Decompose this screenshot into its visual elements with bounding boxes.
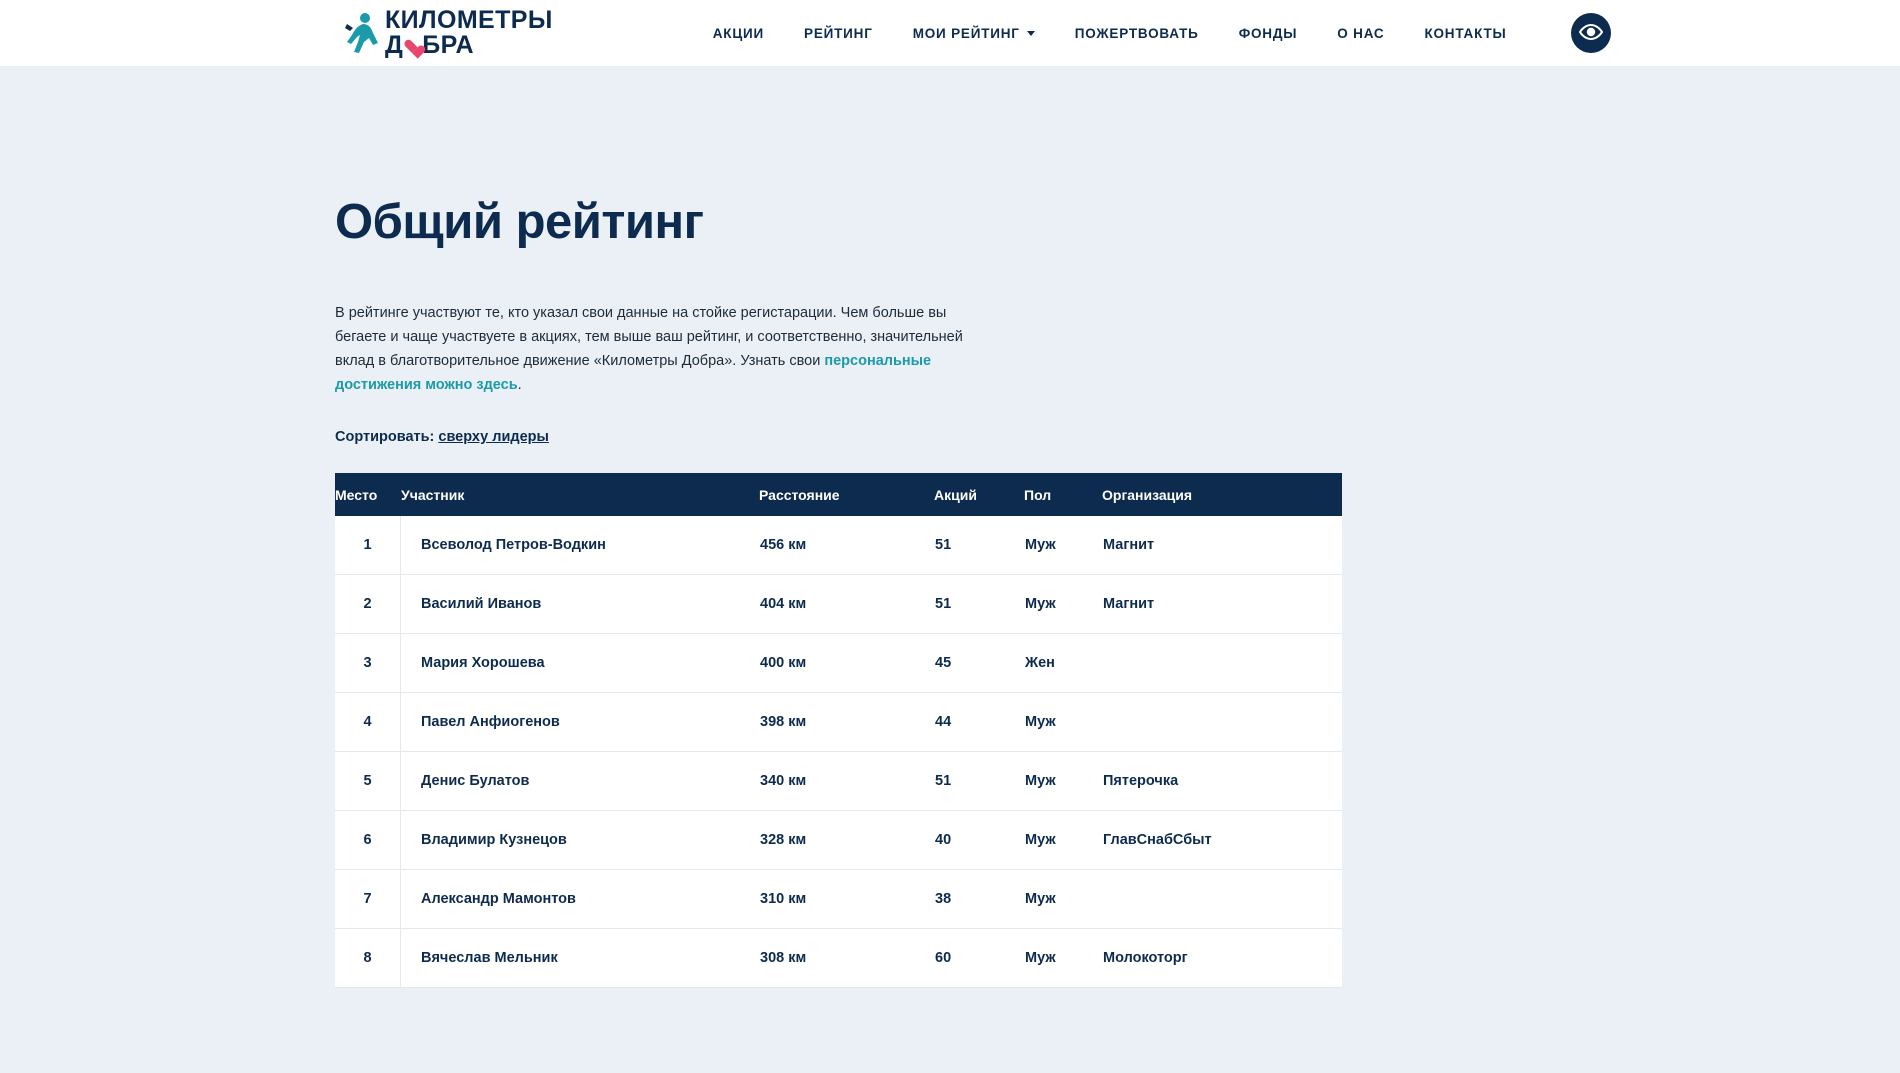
cell-place: 8 [335, 929, 401, 988]
table-row[interactable] [335, 929, 1342, 988]
column-header-participant: Участник [401, 473, 759, 516]
nav-item-reiting[interactable]: РЕЙТИНГ [804, 25, 873, 41]
cell-organization: ГлавСнабСбыт [1102, 811, 1342, 870]
accessibility-eye-button[interactable] [1571, 13, 1611, 53]
rating-table [335, 473, 1342, 988]
main-navigation [693, 16, 1527, 51]
cell-gender: Муж [1024, 811, 1102, 870]
content-container [330, 66, 1570, 988]
cell-actions: 38 [934, 870, 1024, 929]
cell-participant: Александр Мамонтов [401, 870, 759, 929]
column-header-place: Место [335, 473, 401, 516]
cell-distance: 400 км [759, 634, 934, 693]
cell-organization [1102, 634, 1342, 693]
cell-participant: Мария Хорошева [401, 634, 759, 693]
cell-place: 4 [335, 693, 401, 752]
column-header-organization: Организация [1102, 473, 1342, 516]
cell-gender: Муж [1024, 929, 1102, 988]
cell-distance: 328 км [759, 811, 934, 870]
rating-table-body [335, 516, 1342, 988]
cell-organization [1102, 870, 1342, 929]
page-body [0, 66, 1900, 1073]
cell-gender: Муж [1024, 516, 1102, 575]
cell-participant: Денис Булатов [401, 752, 759, 811]
cell-place: 1 [335, 516, 401, 575]
logo-line-1: КИЛОМЕТРЫ [385, 6, 553, 34]
cell-participant: Всеволод Петров-Водкин [401, 516, 759, 575]
cell-gender: Муж [1024, 870, 1102, 929]
column-header-distance: Расстояние [759, 473, 934, 516]
cell-distance: 404 км [759, 575, 934, 634]
cell-participant: Вячеслав Мельник [401, 929, 759, 988]
sort-row [335, 429, 1570, 445]
table-row[interactable] [335, 870, 1342, 929]
nav-item-fondy[interactable]: ФОНДЫ [1238, 25, 1298, 41]
site-header [0, 0, 1900, 66]
nav-item-pozhertvovat[interactable]: ПОЖЕРТВОВАТЬ [1074, 25, 1199, 41]
cell-organization [1102, 693, 1342, 752]
cell-actions: 44 [934, 693, 1024, 752]
logo-line-2-right: БРА [422, 31, 474, 59]
sort-toggle-link[interactable]: сверху лидеры [438, 429, 549, 445]
intro-text-part-2: . [517, 377, 522, 393]
cell-distance: 310 км [759, 870, 934, 929]
rating-table-wrapper [335, 473, 1342, 988]
runner-icon [345, 11, 379, 55]
column-header-gender: Пол [1024, 473, 1102, 516]
cell-distance: 308 км [759, 929, 934, 988]
cell-actions: 40 [934, 811, 1024, 870]
cell-gender: Муж [1024, 693, 1102, 752]
table-row[interactable] [335, 693, 1342, 752]
nav-item-akcii[interactable]: АКЦИИ [712, 25, 765, 41]
table-row[interactable] [335, 634, 1342, 693]
logo-line-2 [385, 33, 553, 58]
cell-organization: Пятерочка [1102, 752, 1342, 811]
cell-actions: 51 [934, 516, 1024, 575]
cell-actions: 45 [934, 634, 1024, 693]
cell-gender: Жен [1024, 634, 1102, 693]
logo-text [385, 8, 553, 58]
cell-place: 2 [335, 575, 401, 634]
cell-gender: Муж [1024, 575, 1102, 634]
cell-participant: Павел Анфиогенов [401, 693, 759, 752]
cell-actions: 51 [934, 752, 1024, 811]
page-title: Общий рейтинг [335, 195, 704, 249]
cell-distance: 398 км [759, 693, 934, 752]
table-row[interactable] [335, 811, 1342, 870]
cell-place: 5 [335, 752, 401, 811]
column-header-actions: Акций [934, 473, 1024, 516]
cell-organization: Молокоторг [1102, 929, 1342, 988]
cell-organization: Магнит [1102, 575, 1342, 634]
rating-table-head [335, 473, 1342, 516]
cell-actions: 60 [934, 929, 1024, 988]
cell-place: 3 [335, 634, 401, 693]
heart-icon [404, 38, 421, 55]
cell-participant: Владимир Кузнецов [401, 811, 759, 870]
nav-item-moi-reitingi[interactable]: МОИ РЕЙТИНГ [893, 16, 1055, 51]
intro-paragraph [335, 301, 975, 397]
table-header-row [335, 473, 1342, 516]
sort-label: Сортировать: [335, 429, 439, 445]
cell-gender: Муж [1024, 752, 1102, 811]
table-row[interactable] [335, 752, 1342, 811]
table-row[interactable] [335, 516, 1342, 575]
logo-line-2-left: Д [385, 31, 404, 59]
eye-icon [1579, 24, 1603, 43]
nav-item-kontakty[interactable]: КОНТАКТЫ [1424, 25, 1507, 41]
cell-actions: 51 [934, 575, 1024, 634]
table-row[interactable] [335, 575, 1342, 634]
cell-distance: 340 км [759, 752, 934, 811]
cell-distance: 456 км [759, 516, 934, 575]
cell-participant: Василий Иванов [401, 575, 759, 634]
site-logo[interactable] [345, 8, 553, 58]
cell-organization: Магнит [1102, 516, 1342, 575]
intro-text-part-1: В рейтинге участвуют те, кто указал свои данные на стойке регистарации. Чем больше вы бегаете и чаще участвуете в акциях, тем выше ваш рейтинг, и соответственно, значительней вклад в благотворительное движение «Километры Добра». Узнать свои [335, 305, 963, 369]
cell-place: 6 [335, 811, 401, 870]
personal-achievements-link[interactable]: персональные достижения можно здесь [335, 353, 932, 393]
nav-item-o-nas[interactable]: О НАС [1337, 25, 1385, 41]
cell-place: 7 [335, 870, 401, 929]
